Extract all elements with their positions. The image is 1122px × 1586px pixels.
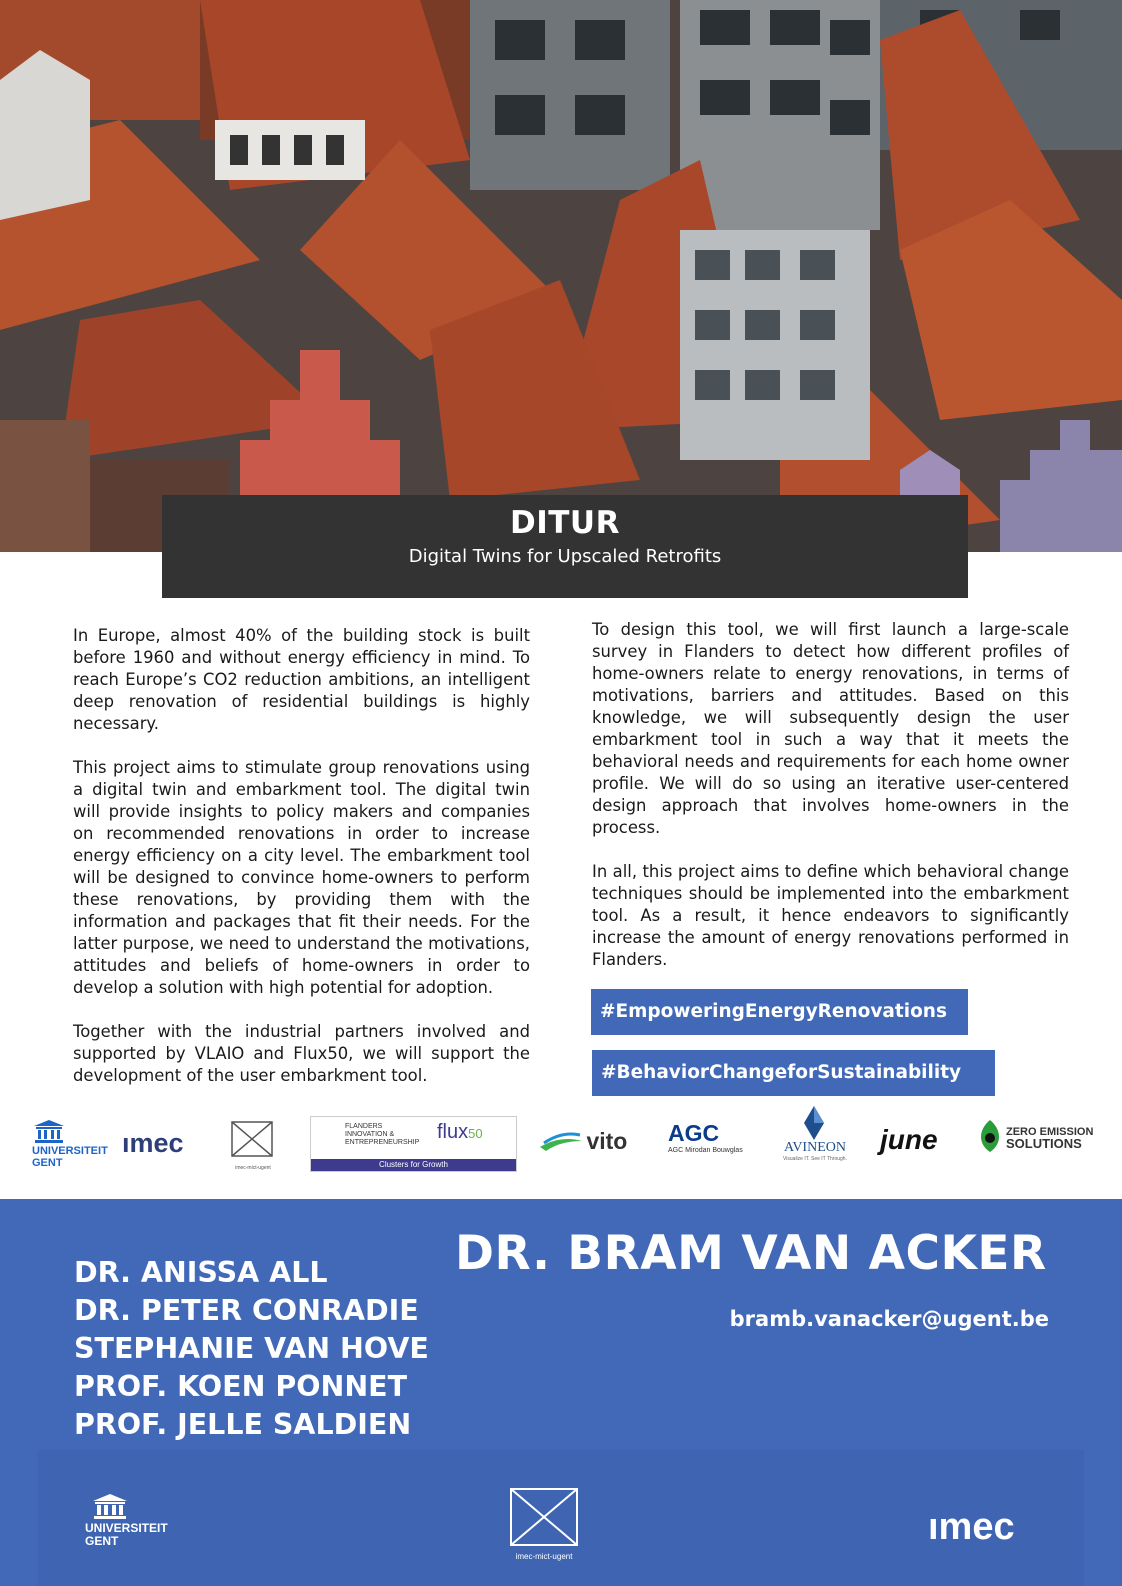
agc-text: AGC (668, 1120, 720, 1146)
contact-email: bramb.vanacker@ugent.be (729, 1307, 1049, 1331)
leaf-icon (978, 1120, 1002, 1152)
ugent-text: GENT (32, 1157, 63, 1169)
body-left-column (73, 625, 530, 1109)
ugent-text: UNIVERSITEIT (85, 1521, 168, 1535)
vito-swoosh-icon (540, 1131, 582, 1153)
poster-title: DITUR (510, 505, 620, 541)
avineon-text: AVINEON (784, 1140, 846, 1155)
paragraph: This project aims to stimulate group renovations using a digital twin and embarkment tool. The digital twin will provide insights to policy makers and companies on recommended renovations in order to increase energy efficiency on a city level. The embarkment tool will be designed to convince home-owners to perform these renovations, by providing them with the information and packages that fit their needs. For the latter purpose, we need to understand the motivations, attitudes and beliefs of home-owners in order to develop a solution with high potential for adoption. (73, 758, 530, 997)
ugent-logo (32, 1120, 112, 1180)
team-member: PROF. JELLE SALDIEN (74, 1408, 412, 1441)
footer-ugent-logo (85, 1494, 195, 1554)
zero-emission-text: ZERO EMISSION (1006, 1126, 1094, 1138)
paragraph: To design this tool, we will first launch a large-scale survey in Flanders to detect how different profiles of home-owners relate to energy renovations, in terms of motivations, barriers and attitudes. Based on this knowledge, we will subsequently design the user embarkment tool in such a way that it meets the behavioral needs and requirements for each home owner profile. We will do so using an iterative user-centered design approach that involves home-owners in the process. (592, 620, 1069, 837)
footer-imec-logo: ımec (928, 1506, 1015, 1548)
vito-text: vito (586, 1128, 628, 1154)
team-member: STEPHANIE VAN HOVE (74, 1332, 429, 1365)
mict-text: imec-mict-ugent (235, 1165, 271, 1171)
ugent-building-icon (93, 1494, 127, 1520)
body-right-column (592, 619, 1069, 993)
flanders-text: ENTREPRENEURSHIP (345, 1139, 420, 1146)
lead-researcher-name: DR. BRAM VAN ACKER (455, 1226, 1047, 1281)
title-banner (162, 495, 968, 598)
june-logo: june (880, 1124, 938, 1155)
paragraph: In all, this project aims to define which behavioral change techniques should be implemented into the embarkment tool. As a result, it hence endeavors to significantly increase the amount of energy renovations performed in Flanders. (592, 862, 1069, 969)
partner-logos-row (0, 1120, 1122, 1190)
ugent-text: GENT (85, 1534, 119, 1548)
hashtag-behavior-change: #BehaviorChangeforSustainability (592, 1050, 995, 1096)
solutions-text: SOLUTIONS (1006, 1136, 1082, 1151)
team-members (74, 1254, 429, 1444)
vito-logo (540, 1128, 627, 1155)
flanders-flux50-logo (310, 1116, 517, 1172)
avineon-diamond-icon (804, 1106, 824, 1140)
agc-subtext: AGC Mirodan Bouwglas (668, 1147, 743, 1154)
paragraph: Together with the industrial partners involved and supported by VLAIO and Flux50, we will support the development of the user embarkment tool. (73, 1022, 530, 1085)
hero-rooftops-photo (0, 0, 1122, 552)
paragraph: In Europe, almost 40% of the building stock is built before 1960 and without energy efficiency in mind. To reach Europe’s CO2 reduction ambitions, an intelligent deep renovation of residential buildings is highly necessary. (73, 626, 530, 733)
imec-logo: ımec (122, 1128, 184, 1158)
ugent-text: UNIVERSITEIT (32, 1145, 108, 1157)
agc-logo (668, 1120, 743, 1154)
flanders-text: FLANDERS (345, 1123, 383, 1130)
avineon-subtext: Visualize IT. See IT Through. (783, 1156, 847, 1162)
ugent-building-icon (34, 1120, 64, 1144)
mict-cross-icon (508, 1486, 580, 1548)
avineon-logo (780, 1106, 850, 1162)
mict-logo (230, 1120, 276, 1170)
poster-subtitle: Digital Twins for Upscaled Retrofits (408, 546, 722, 567)
flux-text: flux (437, 1121, 469, 1143)
footer-mict-logo (508, 1486, 580, 1566)
clusters-bar: Clusters for Growth (311, 1159, 516, 1171)
flux-number: 50 (468, 1126, 483, 1141)
team-member: DR. PETER CONRADIE (74, 1294, 419, 1327)
team-member: PROF. KOEN PONNET (74, 1370, 408, 1403)
hashtag-empowering: #EmpoweringEnergyRenovations (591, 989, 968, 1035)
mict-cross-icon (230, 1120, 276, 1160)
mict-text: imec-mict-ugent (515, 1552, 573, 1561)
team-member: DR. ANISSA ALL (74, 1256, 328, 1289)
flanders-text: INNOVATION & (345, 1131, 395, 1138)
